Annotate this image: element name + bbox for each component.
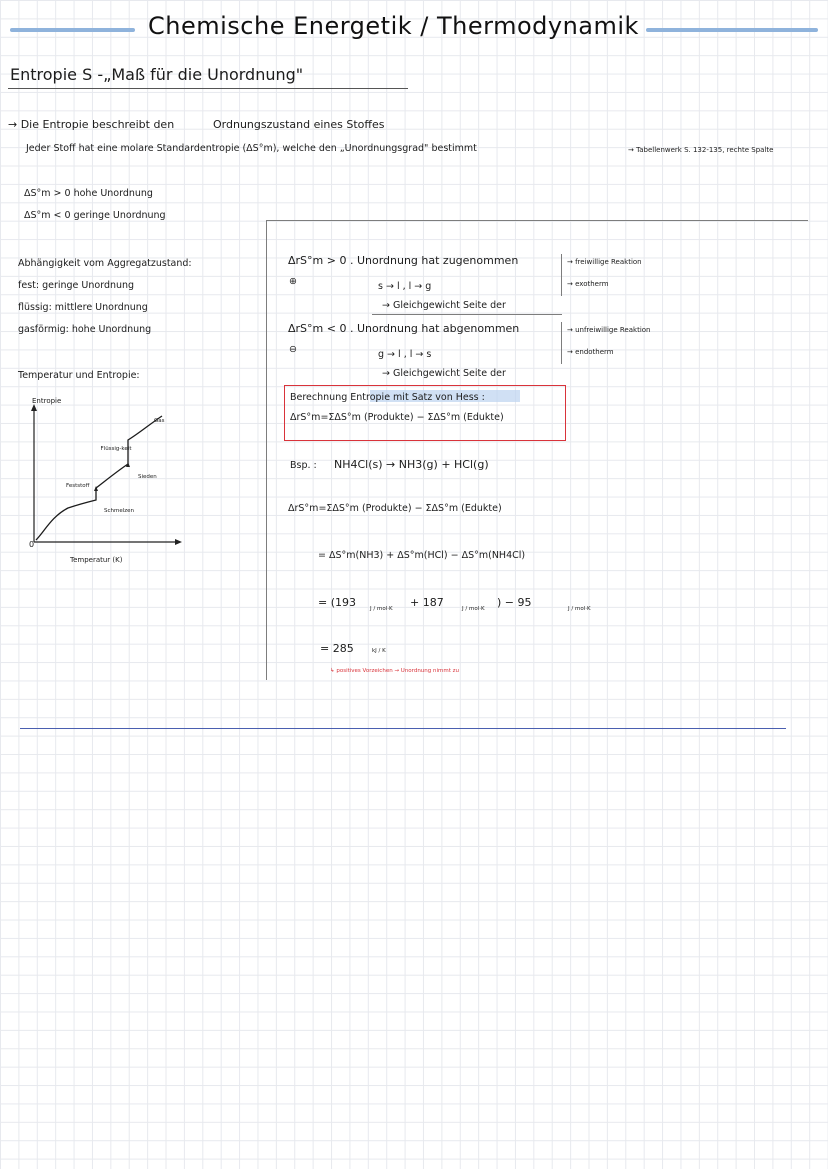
example-result-unit: kJ / K <box>372 648 386 654</box>
example-step2-unit2: J / mol·K <box>462 606 485 612</box>
negative-title: ΔrS°m < 0 . Unordnung hat abgenommen <box>288 322 520 335</box>
example-step2-unit1: J / mol·K <box>370 606 393 612</box>
intro-ref: → Tabellenwerk S. 132-135, rechte Spalte <box>628 146 774 154</box>
pos-symbol: ⊕ <box>289 276 297 287</box>
page-title: Chemische Energetik / Thermodynamik <box>148 12 639 40</box>
example-reaction: NH4Cl(s) → NH3(g) + HCl(g) <box>334 458 489 471</box>
pos-note-voluntary: → freiwillige Reaktion <box>567 258 642 266</box>
neg-note-endotherm: → endotherm <box>567 348 614 356</box>
title-bar-left <box>10 28 135 32</box>
intro-line1b: Ordnungszustand eines Stoffes <box>213 118 385 131</box>
graph-title: Temperatur und Entropie: <box>18 370 140 381</box>
pos-neg-divider <box>372 314 562 315</box>
entropy-temperature-graph <box>20 400 200 560</box>
pos-equilibrium: → Gleichgewicht Seite der <box>382 300 506 311</box>
graph-solid-label: Feststoff <box>66 483 90 489</box>
example-formula: ΔrS°m=ΣΔS°m (Produkte) − ΣΔS°m (Edukte) <box>288 503 502 514</box>
states-title: Abhängigkeit vom Aggregatzustand: <box>18 258 192 269</box>
example-step1: = ΔS°m(NH3) + ΔS°m(HCl) − ΔS°m(NH4Cl) <box>318 550 526 561</box>
graph-melting-label: Schmelzen <box>104 508 135 514</box>
example-step2-c: ) − 95 <box>497 596 532 609</box>
example-label: Bsp. : <box>290 460 317 471</box>
graph-x-arrow <box>175 539 182 545</box>
hess-title: Berechnung Entropie mit Satz von Hess : <box>290 392 485 403</box>
state-liquid: flüssig: mittlere Unordnung <box>18 302 148 313</box>
state-solid: fest: geringe Unordnung <box>18 280 135 291</box>
graph-gas-label: Gas <box>154 418 165 424</box>
bottom-divider <box>20 728 786 729</box>
graph-boiling-label: Sieden <box>138 474 157 480</box>
heading-underline <box>8 88 408 89</box>
state-gas: gasförmig: hohe Unordnung <box>18 324 152 335</box>
intro-line1a: → Die Entropie beschreibt den <box>8 118 175 131</box>
example-result: = 285 <box>320 642 354 655</box>
top-divider <box>266 220 808 221</box>
example-note: ↳ positives Vorzeichen → Unordnung nimmt zu <box>330 668 460 674</box>
graph-origin: 0 <box>29 540 35 549</box>
pos-note-exotherm: → exotherm <box>567 280 609 288</box>
neg-symbol: ⊖ <box>289 344 297 355</box>
positive-title: ΔrS°m > 0 . Unordnung hat zugenommen <box>288 254 519 267</box>
section-heading: Entropie S -„Maß für die Unordnung" <box>10 65 304 84</box>
graph-liquid-label: Flüssig-keit <box>100 446 132 452</box>
hess-formula: ΔrS°m=ΣΔS°m (Produkte) − ΣΔS°m (Edukte) <box>290 412 504 423</box>
graph-xlabel: Temperatur (K) <box>70 556 123 564</box>
intro-line2: Jeder Stoff hat eine molare Standardentropie (ΔS°m), welche den „Unordnungsgrad" bestimmt <box>26 143 477 154</box>
example-step2-b: + 187 <box>410 596 444 609</box>
neg-note-involuntary: → unfreiwillige Reaktion <box>567 326 651 334</box>
column-divider <box>266 220 267 680</box>
neg-transitions: g → l , l → s <box>378 349 432 360</box>
title-bar-right <box>646 28 818 32</box>
example-step2-a: = (193 <box>318 596 357 609</box>
neg-equilibrium: → Gleichgewicht Seite der <box>382 368 506 379</box>
sign-positive: ΔS°m > 0 hohe Unordnung <box>24 188 153 199</box>
graph-y-arrow <box>31 404 37 411</box>
neg-note-divider <box>561 322 562 364</box>
graph-ylabel: Entropie <box>32 397 62 405</box>
pos-note-divider <box>561 254 562 296</box>
pos-transitions: s → l , l → g <box>378 281 432 292</box>
sign-negative: ΔS°m < 0 geringe Unordnung <box>24 210 166 221</box>
example-step2-unit3: J / mol·K <box>568 606 591 612</box>
